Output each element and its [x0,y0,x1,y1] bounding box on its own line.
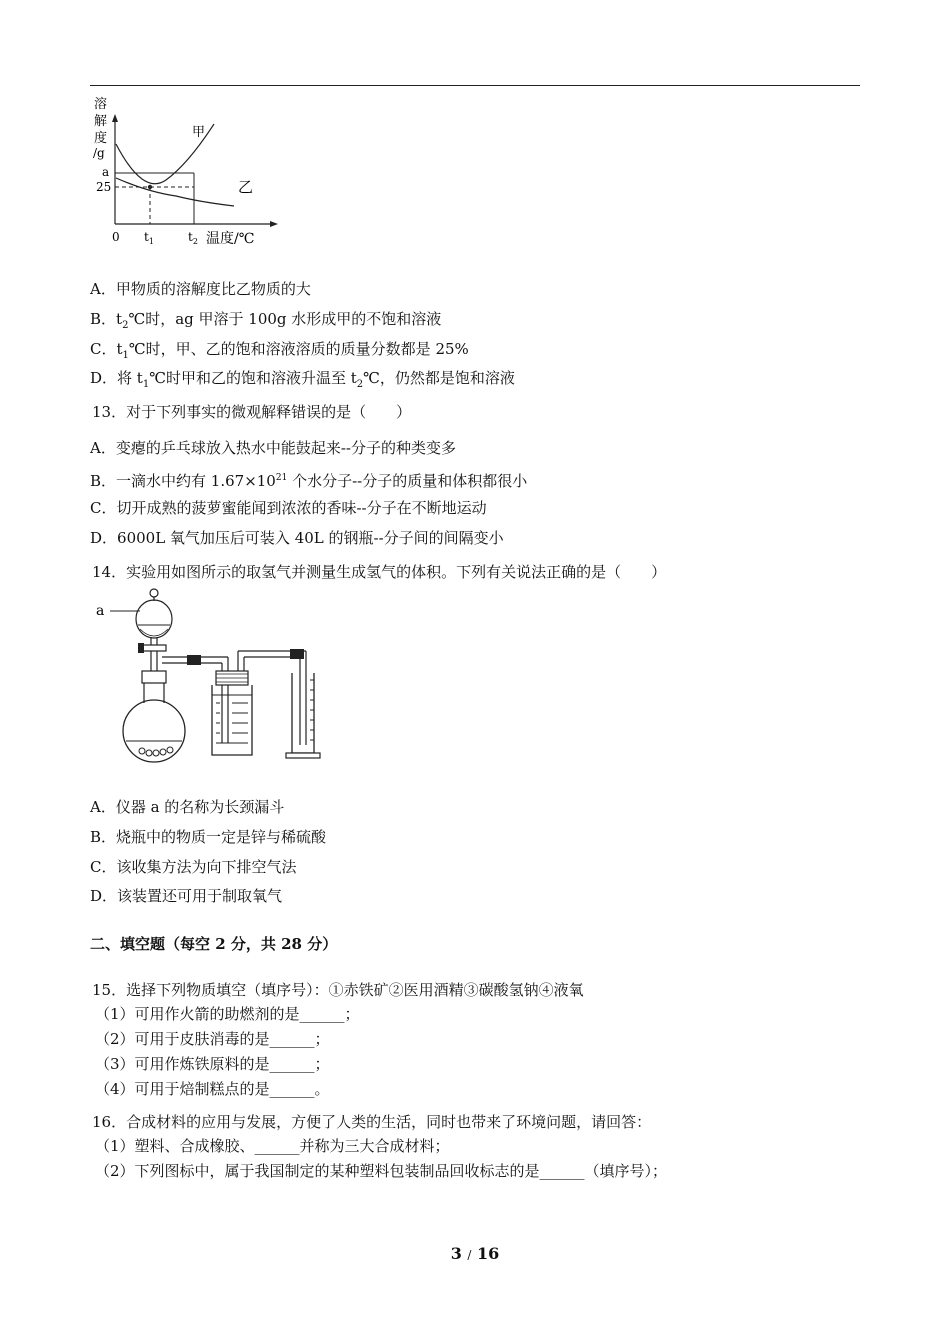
q15-sub-2: （2）可用于皮肤消毒的是______； [95,1030,330,1048]
rubber-tube-2 [290,649,304,659]
y-axis-arrow [112,114,118,122]
y-label-char-3: 度 [94,131,108,146]
x-tick-t2: $t_2$ [188,230,198,246]
q15-sub-3: （3）可用作炼铁原料的是______； [95,1055,330,1073]
curve-yi [116,178,234,206]
q12-option-d: D．将 $t_1℃$时甲和乙的饱和溶液升温至 $t_2℃$，仍然都是饱和溶液 [90,369,515,390]
q13-option-a: A．变瘪的乒乓球放入热水中能鼓起来--分子的种类变多 [90,439,456,457]
q14-stem: 14．实验用如图所示的取氢气并测量生成氢气的体积。下列有关说法正确的是（ ） [92,563,667,581]
q12-option-a: A．甲物质的溶解度比乙物质的大 [90,280,311,298]
q13-option-d: D．6000L 氧气加压后可装入 40L 的钢瓶--分子间的间隔变小 [90,529,504,547]
graduated-cylinder [292,673,314,753]
q12-option-b: B．$t_2℃$时，ag 甲溶于 100g 水形成甲的不饱和溶液 [90,310,442,331]
page-number: 3 / 16 [450,1244,500,1263]
y-label-char-2: 解 [94,114,108,129]
cylinder-base [286,753,320,758]
separatory-funnel-bulb [136,600,172,638]
apparatus-figure [92,585,332,770]
q15-sub-4: （4）可用于焙制糕点的是______。 [95,1080,330,1098]
y-label-char-1: 溶 [94,97,108,112]
curve-yi-label: 乙 [238,178,254,196]
y-tick-25: 25 [96,180,112,194]
q14-option-b: B．烧瓶中的物质一定是锌与稀硫酸 [90,828,327,846]
q16-sub-2: （2）下列图标中，属于我国制定的某种塑料包装制品回收标志的是______（填序号）； [95,1162,668,1180]
stopcock-handle [138,643,144,653]
y-tick-a: a [102,165,110,179]
q16-sub-1: （1）塑料、合成橡胶、______并称为三大合成材料； [95,1137,450,1155]
x-axis-unit: 温度/℃ [206,231,255,247]
x-origin: 0 [112,230,120,244]
header-rule [90,85,860,86]
round-bottom-flask [123,700,185,762]
q15-sub-1: （1）可用作火箭的助燃剂的是______； [95,1005,360,1023]
solubility-graph [88,92,288,252]
q15-stem: 15．选择下列物质填空（填序号）：①赤铁矿②医用酒精③碳酸氢钠④液氧 [92,981,584,999]
q16-stem: 16．合成材料的应用与发展，方便了人类的生活，同时也带来了环境问题，请回答： [92,1113,652,1131]
q13-stem: 13．对于下列事实的微观解释错误的是（ ） [92,403,412,421]
y-label-char-4: /g [93,146,105,160]
label-a: a [96,603,105,619]
flask-stopper [142,671,166,683]
funnel-stopper [150,589,158,597]
q14-option-c: C．该收集方法为向下排空气法 [90,858,297,876]
curve-jia-label: 甲 [192,125,206,140]
x-axis-arrow [270,221,278,227]
q13-option-b: B．一滴水中约有 $1.67\times 10^{21}$ 个水分子--分子的质量和体积都很小 [90,472,528,490]
intersection-point [148,185,152,189]
q14-option-a: A．仪器 a 的名称为长颈漏斗 [90,798,285,816]
x-tick-t1: $t_1$ [144,230,154,246]
stopcock [142,645,166,651]
q13-option-c: C．切开成熟的菠萝蜜能闻到浓浓的香味--分子在不断地运动 [90,499,487,517]
q14-option-d: D．该装置还可用于制取氧气 [90,887,283,905]
section-2-title: 二、填空题（每空 2 分，共 28 分） [90,935,338,953]
q12-option-c: C．$t_1℃$时，甲、乙的饱和溶液溶质的质量分数都是 25% [90,340,469,361]
